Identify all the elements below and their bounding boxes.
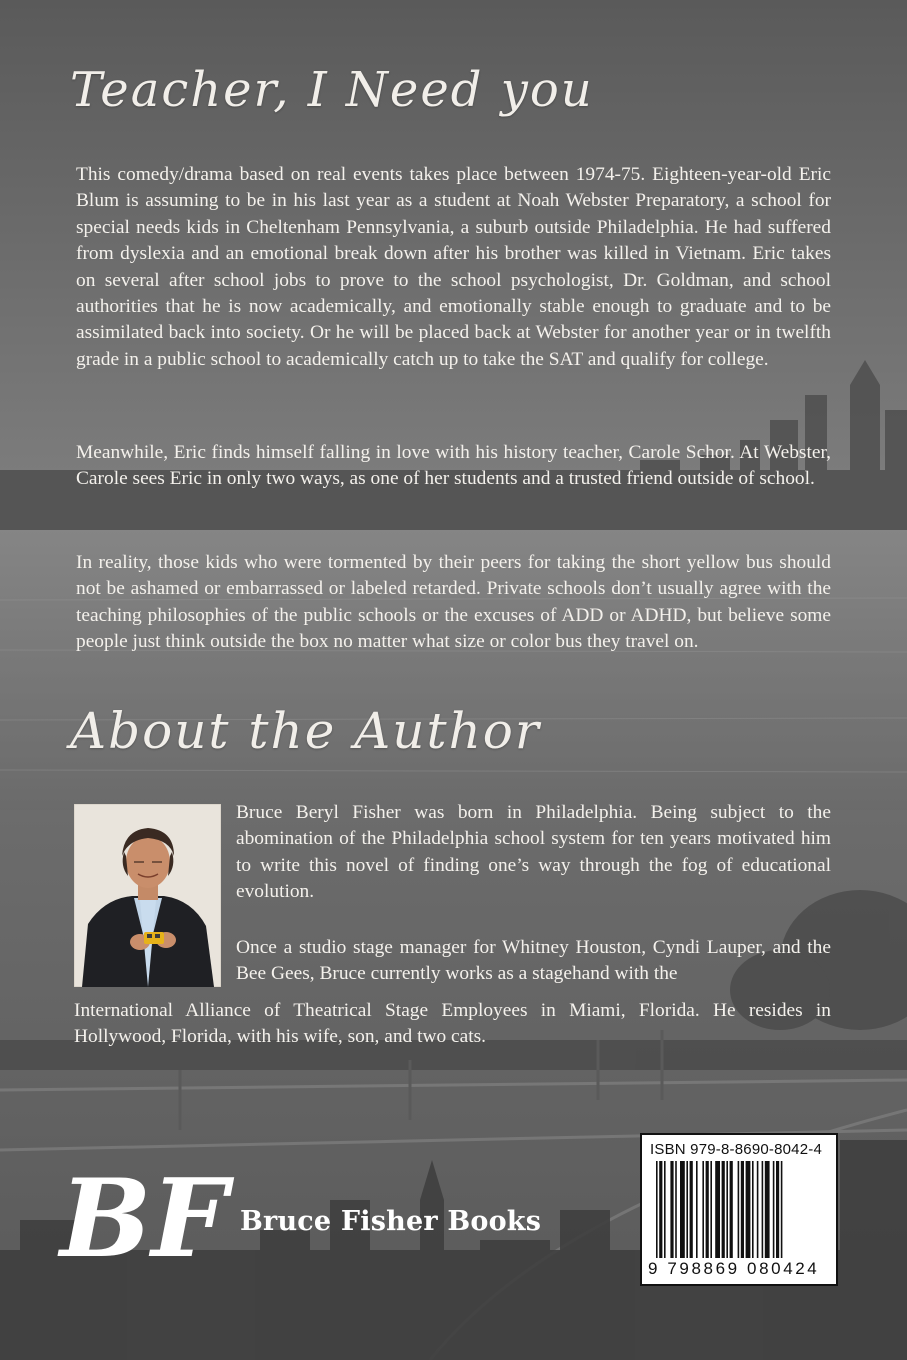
synopsis-paragraph-2: Meanwhile, Eric finds himself falling in love with his history teacher, Carole Schor. At Webster, Carole sees Eric in only two ways, as one of her students and a trusted friend outside of school. [76, 442, 831, 490]
book-title: Teacher, I Need you [70, 62, 594, 118]
synopsis-paragraph-3: In reality, those kids who were tormented by their peers for taking the short yellow bus should not be ashamed or embarrassed or labeled retarded. Private schools don’t usually agree with the teaching philosophies of the public schools or the excuses of ADD or ADHD, but believe some people just think outside the box no matter what size or color bus they travel on. [76, 552, 831, 653]
author-bio-paragraph-1: Bruce Beryl Fisher was born in Philadelphia. Being subject to the abomination of the Philadelphia school system for ten years motivated him to write this novel of finding one’s way through the fog of educational evolution. [236, 802, 831, 903]
barcode-bars [656, 1161, 828, 1258]
barcode-number: 9 798869 080424 [648, 1259, 820, 1278]
isbn-label: ISBN 979-8-8690-8042-4 [650, 1141, 823, 1158]
isbn-barcode [640, 1133, 838, 1286]
synopsis-paragraph-1: This comedy/drama based on real events takes place between 1974-75. Eighteen-year-old Eric Blum is assuming to be in his last year as a student at Noah Webster Preparatory, a school for special needs kids in Cheltenham Pennsylvania, a suburb outside Philadelphia. He had suffered from dyslexia and an emotional break down after his brother was killed in Vietnam. Eric takes on several after school jobs to prove to the school psychologist, Dr. Goldman, and school authorities that he is now academically, and emotionally stable enough to graduate and to be assimilated back into society. Or he will be placed back at Webster for another year or in twelfth grade in a public school to academically catch up to take the SAT and qualify for college. [76, 164, 831, 370]
about-author-heading: About the Author [70, 702, 541, 760]
author-photo [74, 804, 221, 987]
author-bio-paragraph-2-end: International Alliance of Theatrical Stage Employees in Miami, Florida. He resides in Hollywood, Florida, with his wife, son, and two cats. [74, 1000, 831, 1048]
author-bio-paragraph-2-start: Once a studio stage manager for Whitney Houston, Cyndi Lauper, and the Bee Gees, Bruce currently works as a stagehand with the [236, 937, 831, 985]
publisher-logo [56, 1160, 236, 1270]
publisher-name: Bruce Fisher Books [240, 1206, 542, 1237]
publisher-logo-text: BF [60, 1160, 228, 1270]
